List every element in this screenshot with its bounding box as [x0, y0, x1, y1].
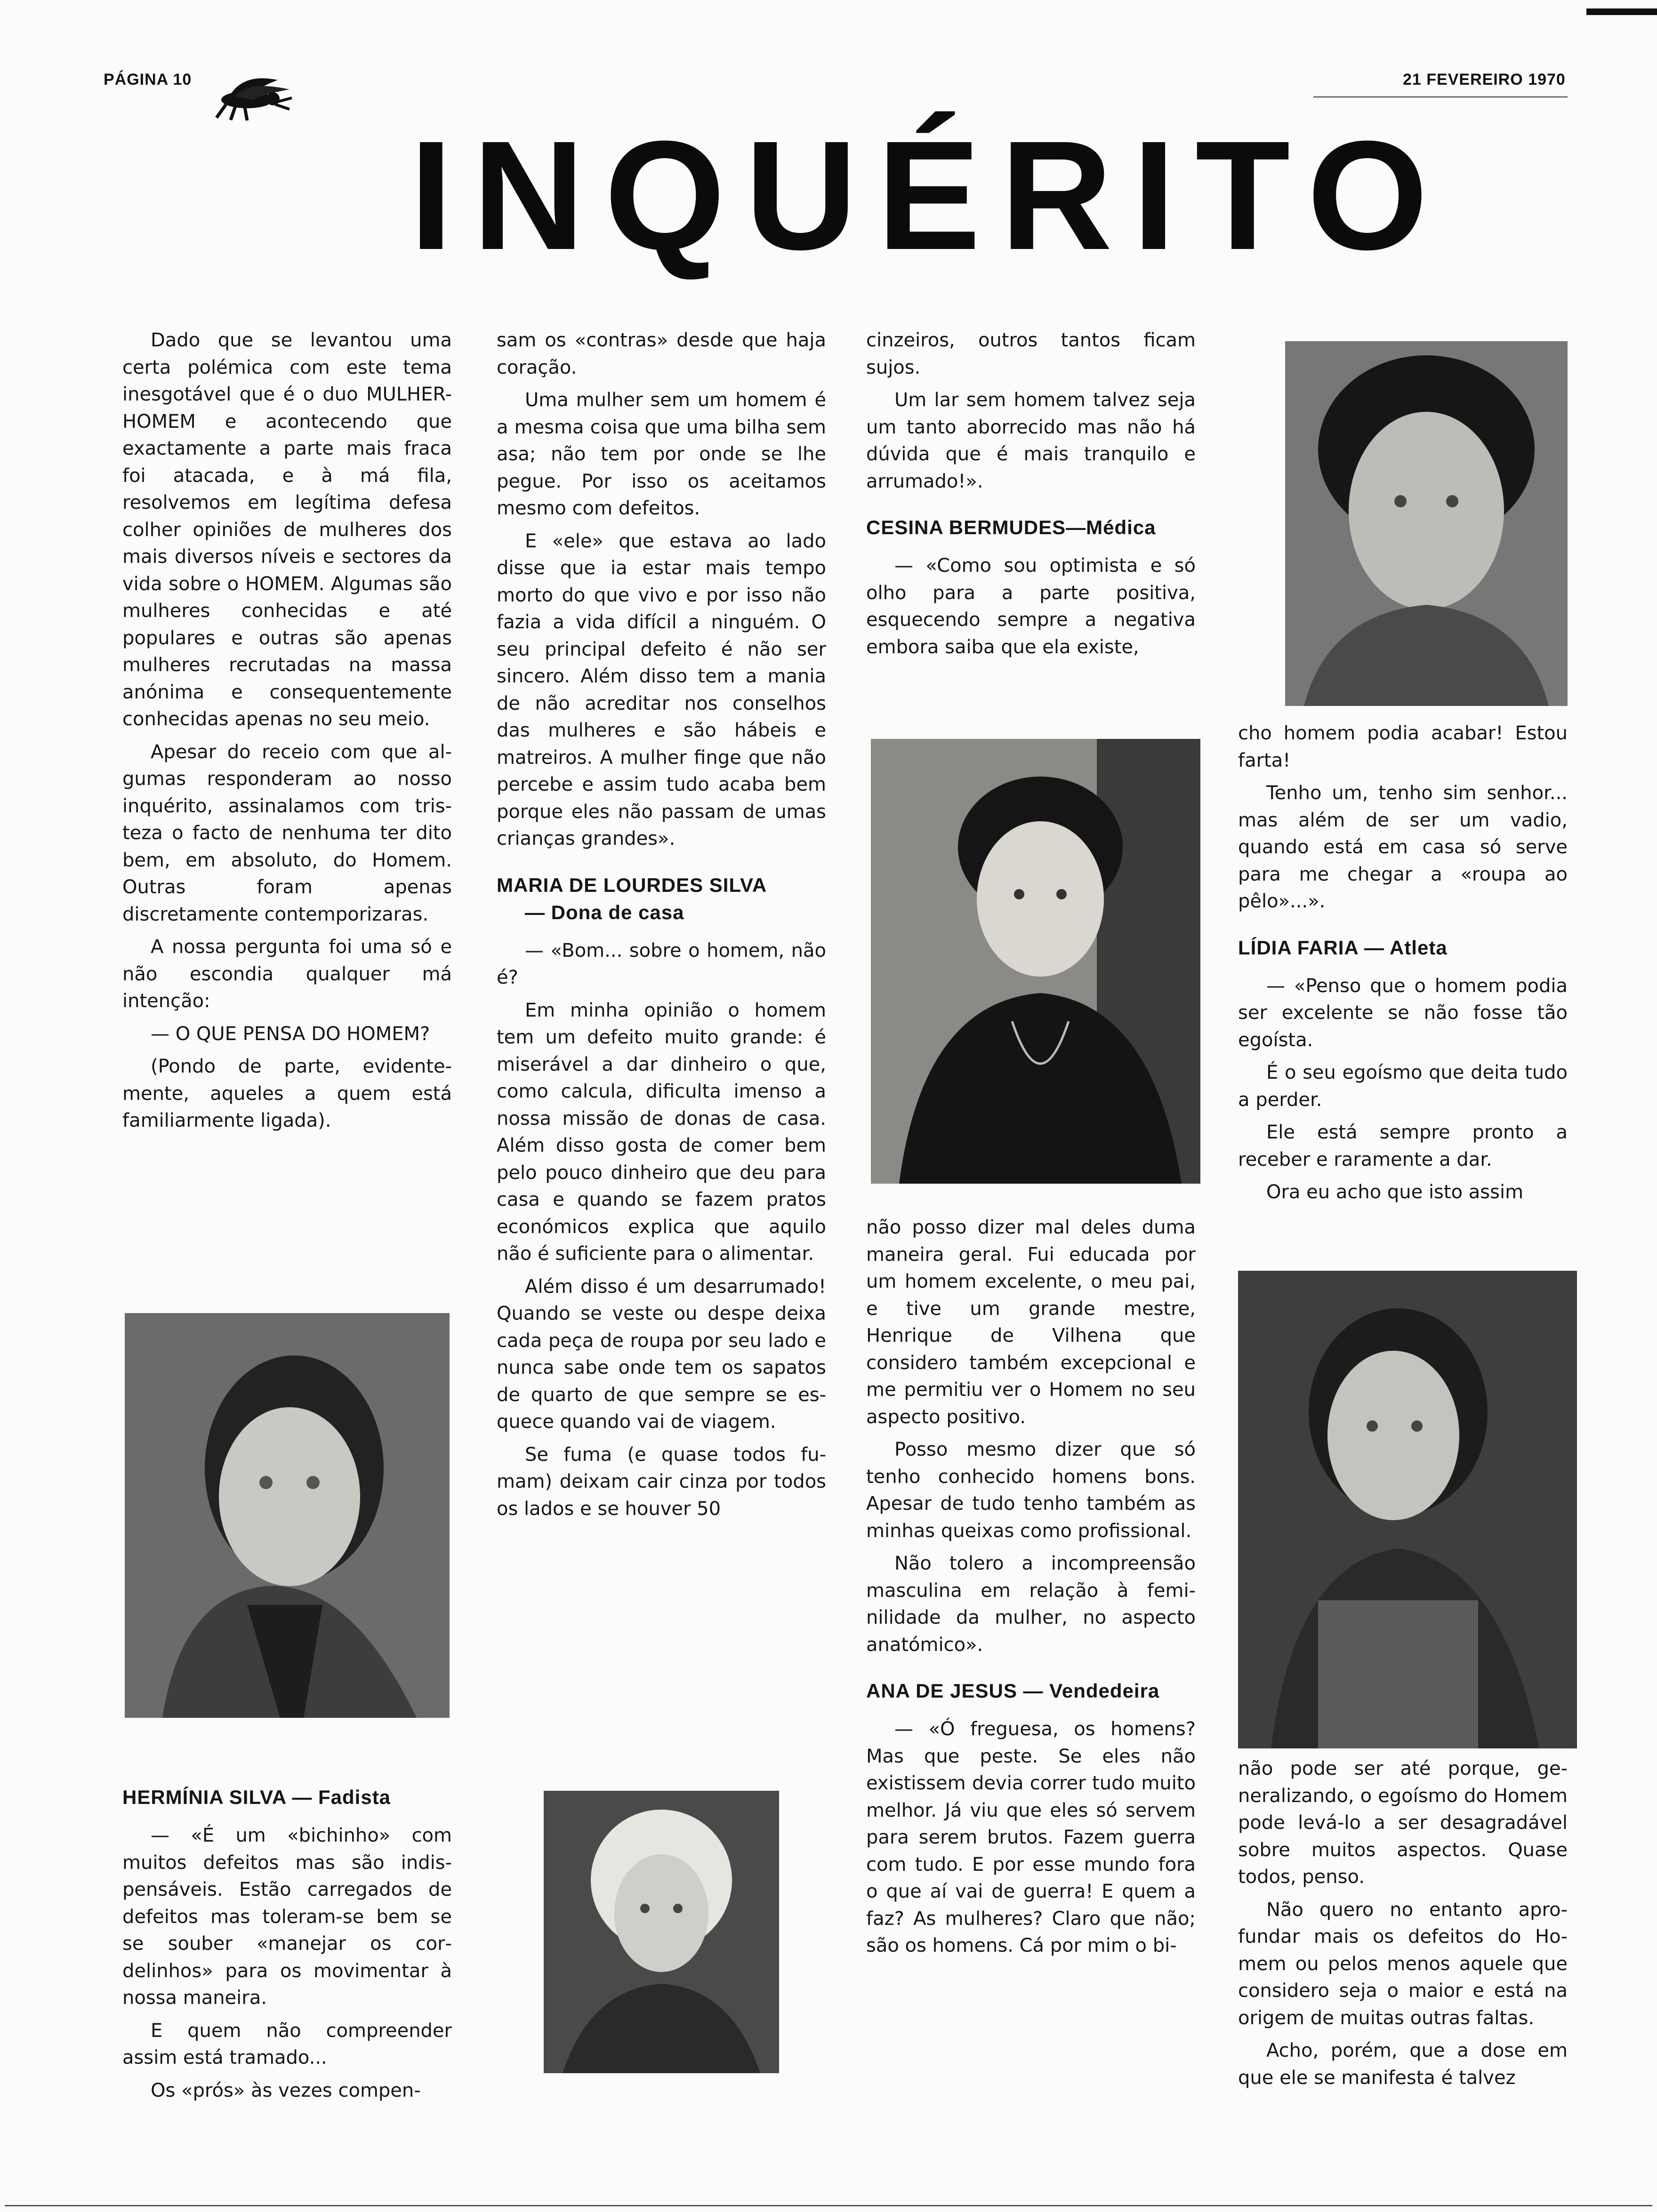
interview-paragraph: É o seu egoísmo que deita tudo a perder. — [1238, 1062, 1568, 1111]
interview-paragraph: Uma mulher sem um homem é a mesma coisa que uma bilha sem asa; não tem por onde se lhe pegue. Por isso os aceitamos mesmo com defeitos. — [497, 389, 826, 519]
column-1 — [122, 327, 452, 1140]
top-edge-bar — [1586, 8, 1657, 15]
column-2 — [497, 327, 826, 1528]
photo-lidia-faria — [1238, 1271, 1577, 1748]
interview-paragraph: E «ele» que estava ao lado disse que ia estar mais tempo morto do que vivo e por isso não fazia a vida difícil a ninguém. O seu principal defeito é não ser sincero. Além disso tem a mania de não acreditar nos conselhos das mulheres e são hábeis e matreiros. A mulher finge que não percebe e assim tudo acaba bem porque eles não passam de umas crianças grandes». — [497, 530, 826, 850]
page-number: PÁGINA 10 — [104, 71, 192, 88]
interview-paragraph: não pode ser até porque, generalizando, o egoísmo do Homem pode levá-lo a ser desagradável sobre muitos aspectos. Quase todos, penso. — [1238, 1758, 1568, 1888]
interview-paragraph: Acho, porém, que a dose em que ele se manifesta é talvez — [1238, 2040, 1568, 2089]
interview-paragraph: Tenho um, tenho sim senhor... mas além de ser um vadio, quando está em casa só serve para me chegar a «roupa ao pêlo»...». — [1238, 782, 1568, 912]
interview-paragraph: — «É um «bichinho» com muitos defeitos mas são indispensáveis. Estão carregados de defeitos mas toleram-se bem se se souber «manejar os cordelinhos» para os movimentar à nossa maneira. — [122, 1825, 452, 2009]
interview-paragraph: sam os «contras» desde que haja coração. — [497, 329, 826, 378]
interview-paragraph: Em minha opinião o homem tem um defeito muito grande: é miserável a dar dinheiro o que, como calcula, dificulta imenso a nossa missão de donas de casa. Além disso gosta de comer bem pelo pouco dinheiro que deu para casa e quando se fazem pratos económicos explica que aquilo não é suficiente para o alimentar. — [497, 999, 826, 1265]
interview-paragraph: cho homem podia acabar! Estou farta! — [1238, 722, 1568, 771]
column-3 — [866, 327, 1196, 666]
interview-paragraph: Ele está sempre pronto a receber e raramente a dar. — [1238, 1122, 1568, 1170]
interview-paragraph: E quem não compreender assim está tramado... — [122, 2020, 452, 2068]
interview-paragraph: cinzeiros, outros tantos ficam sujos. — [866, 329, 1196, 378]
interview-paragraph: — «Como sou optimista e só olho para a parte positiva, esquecendo sempre a negativa embora saiba que ela existe, — [866, 555, 1196, 658]
interview-paragraph: — «Penso que o homem podia ser excelente se não fosse tão egoísta. — [1238, 975, 1568, 1051]
interviewee-heading: LÍDIA FARIA — Atleta — [1238, 936, 1448, 959]
photo-herminia-silva — [125, 1313, 450, 1718]
fly-icon — [202, 71, 297, 122]
column-4-lower — [1238, 1755, 1568, 2097]
interviewee-heading: MARIA DE LOURDES SILVA — [497, 874, 767, 896]
bottom-rule — [5, 2205, 1652, 2206]
column-3-lower — [866, 1214, 1196, 1965]
header-rule — [1313, 96, 1568, 97]
masthead-title: INQUÉRITO — [410, 108, 1448, 282]
issue-date: 21 FEVEREIRO 1970 — [1403, 71, 1566, 88]
interviewee-heading: ANA DE JESUS — Vendedeira — [866, 1680, 1160, 1702]
interviewee-heading: CESINA BERMUDES—Médica — [866, 516, 1156, 538]
interview-paragraph: Os «prós» às vezes compen- — [151, 2079, 421, 2101]
interview-paragraph: — «Ó freguesa, os homens? Mas que peste. Se eles não existissem devia correr tudo muito melhor. Já viu que eles só servem para serem brutos. Fazem guerra com tudo. E por esse mundo fora o que aí vai de guerra! E quem a faz? As mulheres? Claro que não; são os homens. Cá por mim o bi- — [866, 1718, 1196, 1956]
interview-paragraph: Além disso é um desarrumado! Quando se veste ou despe deixa cada peça de roupa por seu lado e nunca sabe onde tem os sapatos de quarto de que sempre se esquece quando vai de viagem. — [497, 1275, 826, 1433]
intro-paragraph: A nossa pergunta foi uma só e não escondia qualquer má intenção: — [122, 936, 452, 1012]
photo-ana-de-jesus — [1285, 341, 1568, 706]
interview-paragraph: Posso mesmo dizer que só tenho conhecido homens bons. Apesar de tudo tenho também as minhas queixas como profissional. — [866, 1439, 1196, 1542]
interviewee-heading: HERMÍNIA SILVA — Fadista — [122, 1786, 391, 1808]
interviewee-role: — Dona de casa — [525, 901, 684, 923]
photo-maria-de-lourdes-silva — [544, 1791, 779, 2073]
intro-paragraph: Apesar do receio com que algumas responderam ao nosso inquérito, assinalamos com tristeza o facto de nenhuma ter dito bem, em absoluto, do Homem. Outras foram apenas discretamente contemporizaras. — [122, 741, 452, 925]
intro-paragraph: (Pondo de parte, evidentemente, aqueles a quem está familiarmente ligada). — [122, 1056, 452, 1131]
question-paragraph: — O QUE PENSA DO HOMEM? — [151, 1023, 430, 1045]
interview-paragraph: — «Bom... sobre o homem, não é? — [497, 939, 826, 988]
interview-paragraph: Não quero no entanto aprofundar mais os defeitos do Homem ou pelos menos aquele que considero seja o maior e está na origem de muitas outras faltas. — [1238, 1899, 1568, 2029]
column-1-lower — [122, 1784, 452, 2110]
interview-paragraph: Um lar sem homem talvez seja um tanto aborrecido mas não há dúvida que é mais tranquilo e arrumado!». — [866, 389, 1196, 492]
interview-paragraph: Ora eu acho que isto assim — [1266, 1181, 1524, 1203]
photo-cesina-bermudes — [871, 739, 1200, 1184]
interview-paragraph: Não tolero a incompreensão masculina em relação à feminilidade da mulher, no aspecto anatómico». — [866, 1553, 1196, 1656]
column-4 — [1238, 720, 1568, 1212]
interview-paragraph: não posso dizer mal deles duma maneira geral. Fui educada por um homem excelente, o meu pai, e tive um grande mestre, Henrique de Vilhena que considero também excepcional e me permitiu ver o Homem no seu aspecto positivo. — [866, 1217, 1196, 1428]
interview-paragraph: Se fuma (e quase todos fumam) deixam cair cinza por todos os lados e se houver 50 — [497, 1443, 826, 1520]
intro-paragraph: Dado que se levantou uma certa polémica com este tema inesgotável que é o duo MULHER-HOMEM e acontecendo que exactamente a parte mais fraca foi atacada, e à má fila, resolvemos em legítima defesa colher opiniões de mulheres dos mais diversos níveis e sectores da vida sobre o HOMEM. Algumas são mulheres conhecidas e até populares e outras são apenas mulheres recrutadas na massa anónima e consequentemente conhecidas apenas no seu meio. — [122, 329, 452, 730]
